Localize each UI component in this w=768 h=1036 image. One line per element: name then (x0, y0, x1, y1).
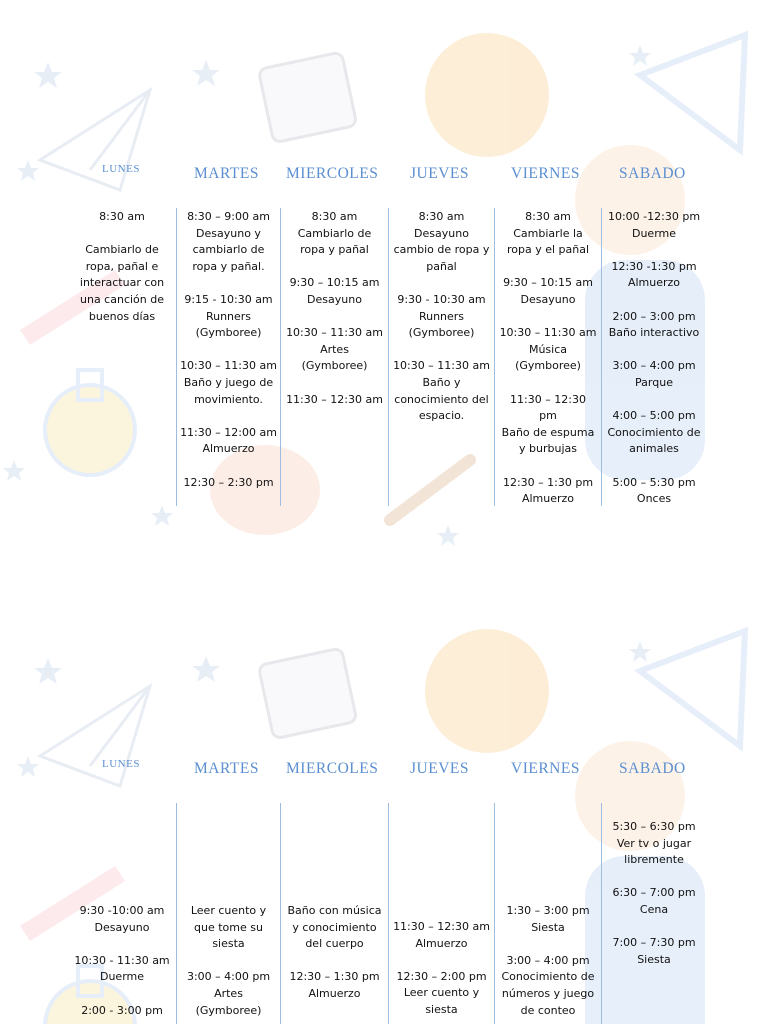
schedule-entry-line: Conocimiento de (501, 970, 595, 984)
schedule-2-column-viernes (495, 903, 601, 1036)
schedule-entry-line: Almuerzo (308, 986, 361, 1000)
schedule-entry-line: Cambiarlo de (85, 243, 159, 257)
schedule-1-column-miercoles (281, 209, 388, 425)
schedule-entry-line: Siesta (531, 920, 565, 934)
schedule-entry-line: 10:30 - 11:30 am (74, 953, 170, 967)
schedule-entry-line: 8:30 – 9:00 am (187, 210, 270, 223)
schedule-entry (602, 819, 706, 869)
schedule-entry (281, 392, 388, 409)
schedule-entry (389, 358, 494, 424)
schedule-entry (602, 935, 706, 968)
schedule-entry-line: cambiarlo de (192, 243, 265, 257)
day-header-sabado: SABADO (619, 760, 686, 777)
schedule-entry (602, 475, 706, 508)
schedule-entry (177, 292, 280, 342)
schedule-entry (281, 209, 388, 259)
schedule-entry-line: ropa y pañal. (192, 259, 265, 273)
schedule-entry-line: 2:00 – 3:00 pm (612, 309, 696, 323)
schedule-entry-line: ropa y pañal (300, 243, 369, 257)
schedule-entry (281, 969, 388, 1002)
schedule-entry-line: Baño interactivo (608, 326, 700, 340)
schedule-1-column-viernes (495, 209, 601, 524)
day-header-jueves: JUEVES (410, 165, 469, 182)
schedule-entry-line: 11:30 – 12:30 (510, 392, 586, 406)
schedule-entry (495, 903, 601, 936)
schedule-entry-line: siesta (212, 937, 245, 951)
schedule-entry-line: 2:00 - 3:00 pm (81, 1003, 163, 1017)
schedule-entry-line: 11:30 – 12:30 am (286, 392, 383, 406)
schedule-entry-line: Leer cuento y (403, 986, 480, 1000)
schedule-entry-line: 8:30 am (311, 210, 358, 223)
schedule-entry (70, 1003, 174, 1020)
schedule-entry (602, 309, 706, 342)
schedule-entry-line: Almuerzo (202, 442, 255, 456)
schedule-entry-line: números y juego (501, 986, 595, 1000)
schedule-entry-line: 9:30 - 10:30 am (397, 292, 486, 306)
schedule-entry-line: 10:30 – 11:30 am (180, 359, 277, 373)
schedule-entry-line: 12:30 -1:30 pm (611, 259, 697, 273)
schedule-entry-line: 8:30 am (525, 210, 571, 223)
schedule-1-column-martes (177, 209, 280, 508)
schedule-entry (602, 408, 706, 458)
schedule-entry-line: pm (539, 409, 557, 423)
schedule-entry (389, 919, 494, 952)
day-header-jueves: JUEVES (410, 760, 469, 777)
schedule-entry-line: animales (629, 442, 679, 456)
schedule-entry-line: espacio. (418, 409, 465, 423)
schedule-entry-line: Baño y juego de (183, 375, 274, 389)
schedule-entry (495, 325, 601, 375)
schedule-entry (177, 209, 280, 275)
schedule-entry (177, 969, 280, 1019)
schedule-entry (389, 209, 494, 275)
schedule-entry-line: 10:30 – 11:30 am (499, 326, 597, 340)
schedule-entry-line: Runners (205, 309, 252, 323)
schedule-entry-line: Desayuno (414, 226, 469, 240)
schedule-entry-line: cambio de ropa y (393, 243, 490, 257)
schedule-entry-line: Desayuno (94, 920, 150, 934)
schedule-1-column-jueves (389, 209, 494, 441)
schedule-entry-line: (Gymboree) (195, 326, 262, 340)
schedule-entry-line: Desayuno (307, 292, 362, 306)
schedule-entry-line: Artes (214, 986, 243, 1000)
day-header-lunes: LUNES (102, 758, 140, 770)
schedule-entry (70, 903, 174, 936)
schedule-entry (495, 275, 601, 308)
schedule-entry (495, 475, 601, 508)
schedule-entry-line: Música (528, 342, 568, 356)
schedule-entry-line: Baño de espuma (501, 425, 595, 439)
schedule-entry-line: Almuerzo (521, 492, 575, 506)
schedule-entry-line: 3:00 – 4:00 pm (506, 953, 590, 967)
schedule-entry-line: 10:30 – 11:30 am (393, 359, 490, 373)
schedule-entry-line: 12:30 – 2:30 pm (183, 475, 274, 489)
schedule-entry-line: ropa, pañal e (85, 259, 159, 273)
schedule-entry (495, 953, 601, 1019)
schedule-entry-line: 9:30 – 10:15 am (289, 276, 380, 290)
schedule-entry-line: 3:00 – 4:00 pm (186, 970, 271, 984)
schedule-entry-line: interactuar con (79, 276, 165, 290)
schedule-entry-line: 7:00 – 7:30 pm (612, 936, 696, 950)
schedule-entry-line: 6:30 – 7:00 pm (612, 886, 696, 900)
schedule-entry-line: que tome su (194, 920, 263, 934)
schedule-entry-line: y burbujas (519, 442, 577, 456)
schedule-entry-line: 9:15 - 10:30 am (184, 292, 273, 306)
schedule-entry (495, 392, 601, 458)
schedule-entry-line: Duerme (631, 226, 677, 240)
schedule-entry-line: Cambiarlo de (297, 226, 372, 240)
schedule-entry-line: Baño y (422, 375, 461, 389)
schedule-entry-line: 5:30 – 6:30 pm (612, 820, 696, 833)
schedule-entry-line: (Gymboree) (301, 359, 368, 373)
schedule-entry-line: Cena (639, 902, 669, 916)
schedule-entry-line: Ver tv o jugar (616, 836, 692, 850)
schedule-entry-line: Baño con música (287, 904, 382, 917)
schedule-entry-line: 1:30 – 3:00 pm (506, 904, 590, 917)
schedule-entry-line: Onces (636, 492, 672, 506)
schedule-entry-line: Conocimiento de (607, 425, 701, 439)
schedule-entry-line: conocimiento del (394, 392, 489, 406)
schedule-entry-line: y conocimiento (292, 920, 377, 934)
schedule-entry-line: Desayuno (520, 292, 576, 306)
schedule-entry-line: 3:00 – 4:00 pm (612, 359, 696, 373)
day-header-miercoles: MIERCOLES (286, 760, 379, 777)
schedule-entry (602, 259, 706, 292)
schedule-entry-line: libremente (624, 853, 684, 867)
schedule-entry (389, 969, 494, 1019)
schedule-entry-line: siesta (425, 1002, 458, 1016)
schedule-entry (70, 242, 174, 325)
schedule-entry (495, 209, 601, 259)
schedule-entry-line: 8:30 am (418, 210, 465, 223)
schedule-entry (602, 885, 706, 918)
day-header-miercoles: MIERCOLES (286, 165, 379, 182)
schedule-entry-line: 10:00 -12:30 pm (607, 210, 701, 223)
schedule-2-column-jueves (389, 919, 494, 1035)
schedule-entry-line: de conteo (520, 1003, 576, 1017)
schedule-entry (177, 903, 280, 953)
schedule-entry-line: 5:00 – 5:30 pm (612, 475, 696, 489)
schedule-entry (177, 358, 280, 408)
schedule-entry (70, 209, 174, 226)
schedule-entry-line: Parque (635, 375, 673, 389)
schedule-entry-line: 12:30 – 2:00 pm (396, 969, 487, 983)
schedule-entry-line: Leer cuento y (190, 904, 267, 917)
schedule-entry (281, 903, 388, 953)
schedule-entry-line: del cuerpo (305, 937, 364, 951)
schedule-entry-line: 11:30 – 12:30 am (393, 920, 490, 933)
schedule-entry (70, 953, 174, 986)
schedule-entry (602, 209, 706, 242)
schedule-entry (281, 275, 388, 308)
schedule-entry-line: (Gymboree) (195, 1003, 262, 1017)
schedule-entry-line: 12:30 – 1:30 pm (289, 970, 380, 984)
schedule-entry-line: Almuerzo (415, 936, 468, 950)
schedule-entry-line: 12:30 – 1:30 pm (502, 475, 594, 489)
schedule-entry-line: Cambiarle la (513, 226, 583, 240)
schedule-entry-line: 9:30 – 10:15 am (503, 276, 593, 290)
schedule-entry-line: Runners (418, 309, 465, 323)
day-header-sabado: SABADO (619, 165, 686, 182)
schedule-entry (177, 475, 280, 492)
schedule-entry-line: (Gymboree) (515, 359, 581, 373)
schedule-2-column-martes (177, 903, 280, 1036)
schedule-1-column-lunes (70, 209, 174, 342)
schedule-entry-line: 9:30 -10:00 am (79, 904, 165, 917)
schedule-entry-line: 11:30 – 12:00 am (180, 425, 277, 439)
schedule-entry-line: movimiento. (194, 392, 263, 406)
schedule-entry-line: 8:30 am (99, 210, 145, 223)
schedule-entry-line: Almuerzo (627, 276, 681, 290)
schedule-entry-line: Duerme (99, 970, 145, 984)
schedule-2-column-lunes (70, 903, 174, 1036)
schedule-entry-line: Desayuno y (196, 226, 261, 240)
day-header-lunes: LUNES (102, 163, 140, 175)
schedule-entry (389, 292, 494, 342)
schedule-entry-line: (Gymboree) (408, 326, 475, 340)
day-header-viernes: VIERNES (511, 165, 580, 182)
schedule-entry-line: buenos días (88, 309, 156, 323)
schedule-entry-line: ropa y el pañal (506, 243, 590, 257)
day-header-martes: MARTES (194, 165, 259, 182)
day-header-viernes: VIERNES (511, 760, 580, 777)
schedule-entry (177, 425, 280, 458)
schedule-entry-line: pañal (426, 259, 457, 273)
schedule-entry-line: 4:00 – 5:00 pm (612, 409, 696, 423)
schedule-entry-line: 10:30 – 11:30 am (286, 326, 383, 340)
schedule-entry-line: Artes (320, 342, 349, 356)
schedule-entry-line: Siesta (637, 952, 671, 966)
schedule-entry (281, 325, 388, 375)
schedule-entry-line: una canción de (80, 292, 164, 306)
schedule-2-column-sabado (602, 819, 706, 985)
schedule-1-column-sabado (602, 209, 706, 524)
schedule-entry (602, 358, 706, 391)
schedule-2-column-miercoles (281, 903, 388, 1019)
day-header-martes: MARTES (194, 760, 259, 777)
